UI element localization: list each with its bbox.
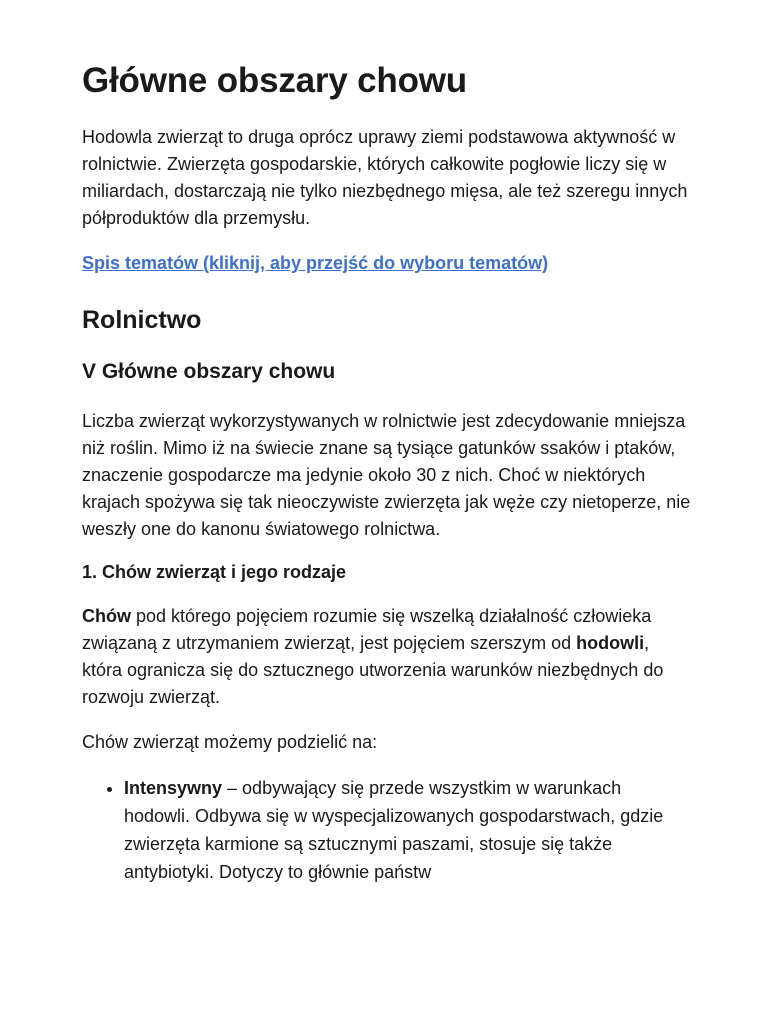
definition-paragraph <box>82 603 692 711</box>
list-intro: Chów zwierząt możemy podzielić na: <box>82 731 378 752</box>
paragraph-animals-count: Liczba zwierząt wykorzystywanych w rolnictwie jest zdecydowanie mniejsza niż roślin. Mimo iż na świecie znane są tysiące gatunków ssaków i ptaków, znaczenie gospodarcze ma jedynie około 30 z nich. Choć w niektórych krajach spożywa się tak nieoczywiste zwierzęta jak węże czy nietoperze, nie weszły one do kanonu światowego rolnictwa. <box>82 411 691 540</box>
section-heading: Rolnictwo <box>82 306 202 334</box>
list-item-text: – odbywający się przede wszystkim w warunkach hodowli. Odbywa się w wyspecjalizowanych gospodarstwach, gdzie zwierzęta karmione są sztucznymi paszami, stosuje się także antybiotyki. Dotyczy to głównie państw <box>124 777 664 882</box>
subsection-heading: V Główne obszary chowu <box>82 360 336 383</box>
intro-paragraph: Hodowla zwierząt to druga oprócz uprawy ziemi podstawowa aktywność w rolnictwie. Zwierzęta gospodarskie, których całkowite pogłowie liczy się w miliardach, dostarczają nie tylko niezbędnego mięsa, ale też szeregu innych półproduktów dla przemysłu. <box>82 127 688 228</box>
heading-livestock-types: 1. Chów zwierząt i jego rodzaje <box>82 562 347 583</box>
definition-text-1: pod którego pojęciem rozumie się wszelką działalność człowieka związaną z utrzymaniem zwierząt, jest pojęciem szerszym od <box>82 605 652 653</box>
list-item-term: Intensywny <box>124 777 223 798</box>
livestock-types-list <box>82 774 692 886</box>
term-hodowla: hodowli <box>576 632 645 653</box>
term-chow: Chów <box>82 605 131 626</box>
toc-link-paragraph <box>82 250 692 277</box>
definition-text-2: , która ogranicza się do sztucznego utworzenia warunków niezbędnych do rozwoju zwierząt. <box>82 632 664 707</box>
toc-link[interactable]: Spis tematów (kliknij, aby przejść do wyboru tematów) <box>82 253 549 273</box>
page-title: Główne obszary chowu <box>82 61 467 100</box>
list-item <box>124 774 692 886</box>
